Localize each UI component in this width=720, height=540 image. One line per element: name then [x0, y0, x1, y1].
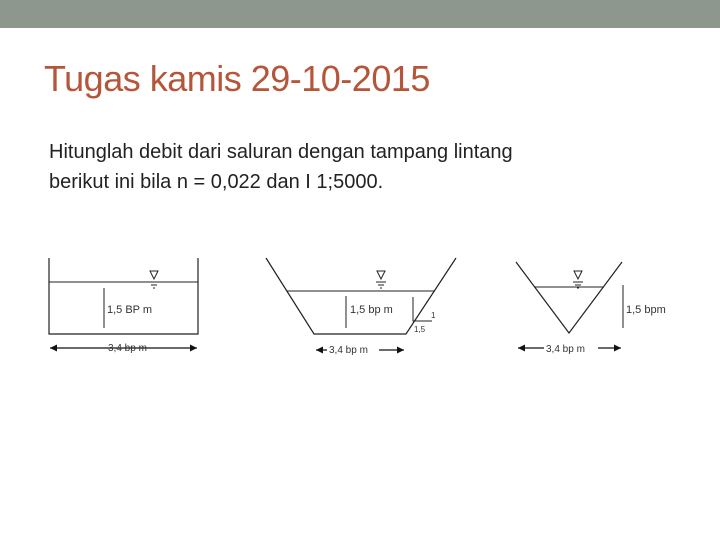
rect-channel-outline: [49, 258, 198, 334]
body-line-1: Hitunglah debit dari saluran dengan tampang lintang: [49, 141, 513, 163]
rect-width-label: 3,4 bp m: [108, 343, 147, 354]
body-line-2: berikut ini bila n = 0,022 dan I 1;5000.: [49, 171, 384, 193]
slope-vertical-label: 1: [431, 311, 436, 320]
trap-width-label: 3,4 bp m: [329, 345, 368, 356]
slope-horizontal-label: 1,5: [414, 325, 426, 334]
triangular-section: [516, 262, 666, 355]
rect-depth-label: 1,5 BP m: [107, 304, 153, 316]
trap-depth-label: 1,5 bp m: [350, 304, 393, 316]
rectangular-section: [49, 258, 198, 354]
water-level-icon: [573, 271, 583, 288]
tri-width-label: 3,4 bp m: [546, 344, 585, 355]
trapezoidal-section: [266, 258, 456, 356]
water-level-icon: [149, 271, 159, 288]
tri-depth-label: 1,5 bpm: [626, 304, 666, 316]
tri-channel-outline: [516, 262, 622, 333]
trap-channel-outline: [266, 258, 456, 334]
water-level-icon: [376, 271, 386, 288]
slide-title: Tugas kamis 29-10-2015: [44, 58, 430, 99]
